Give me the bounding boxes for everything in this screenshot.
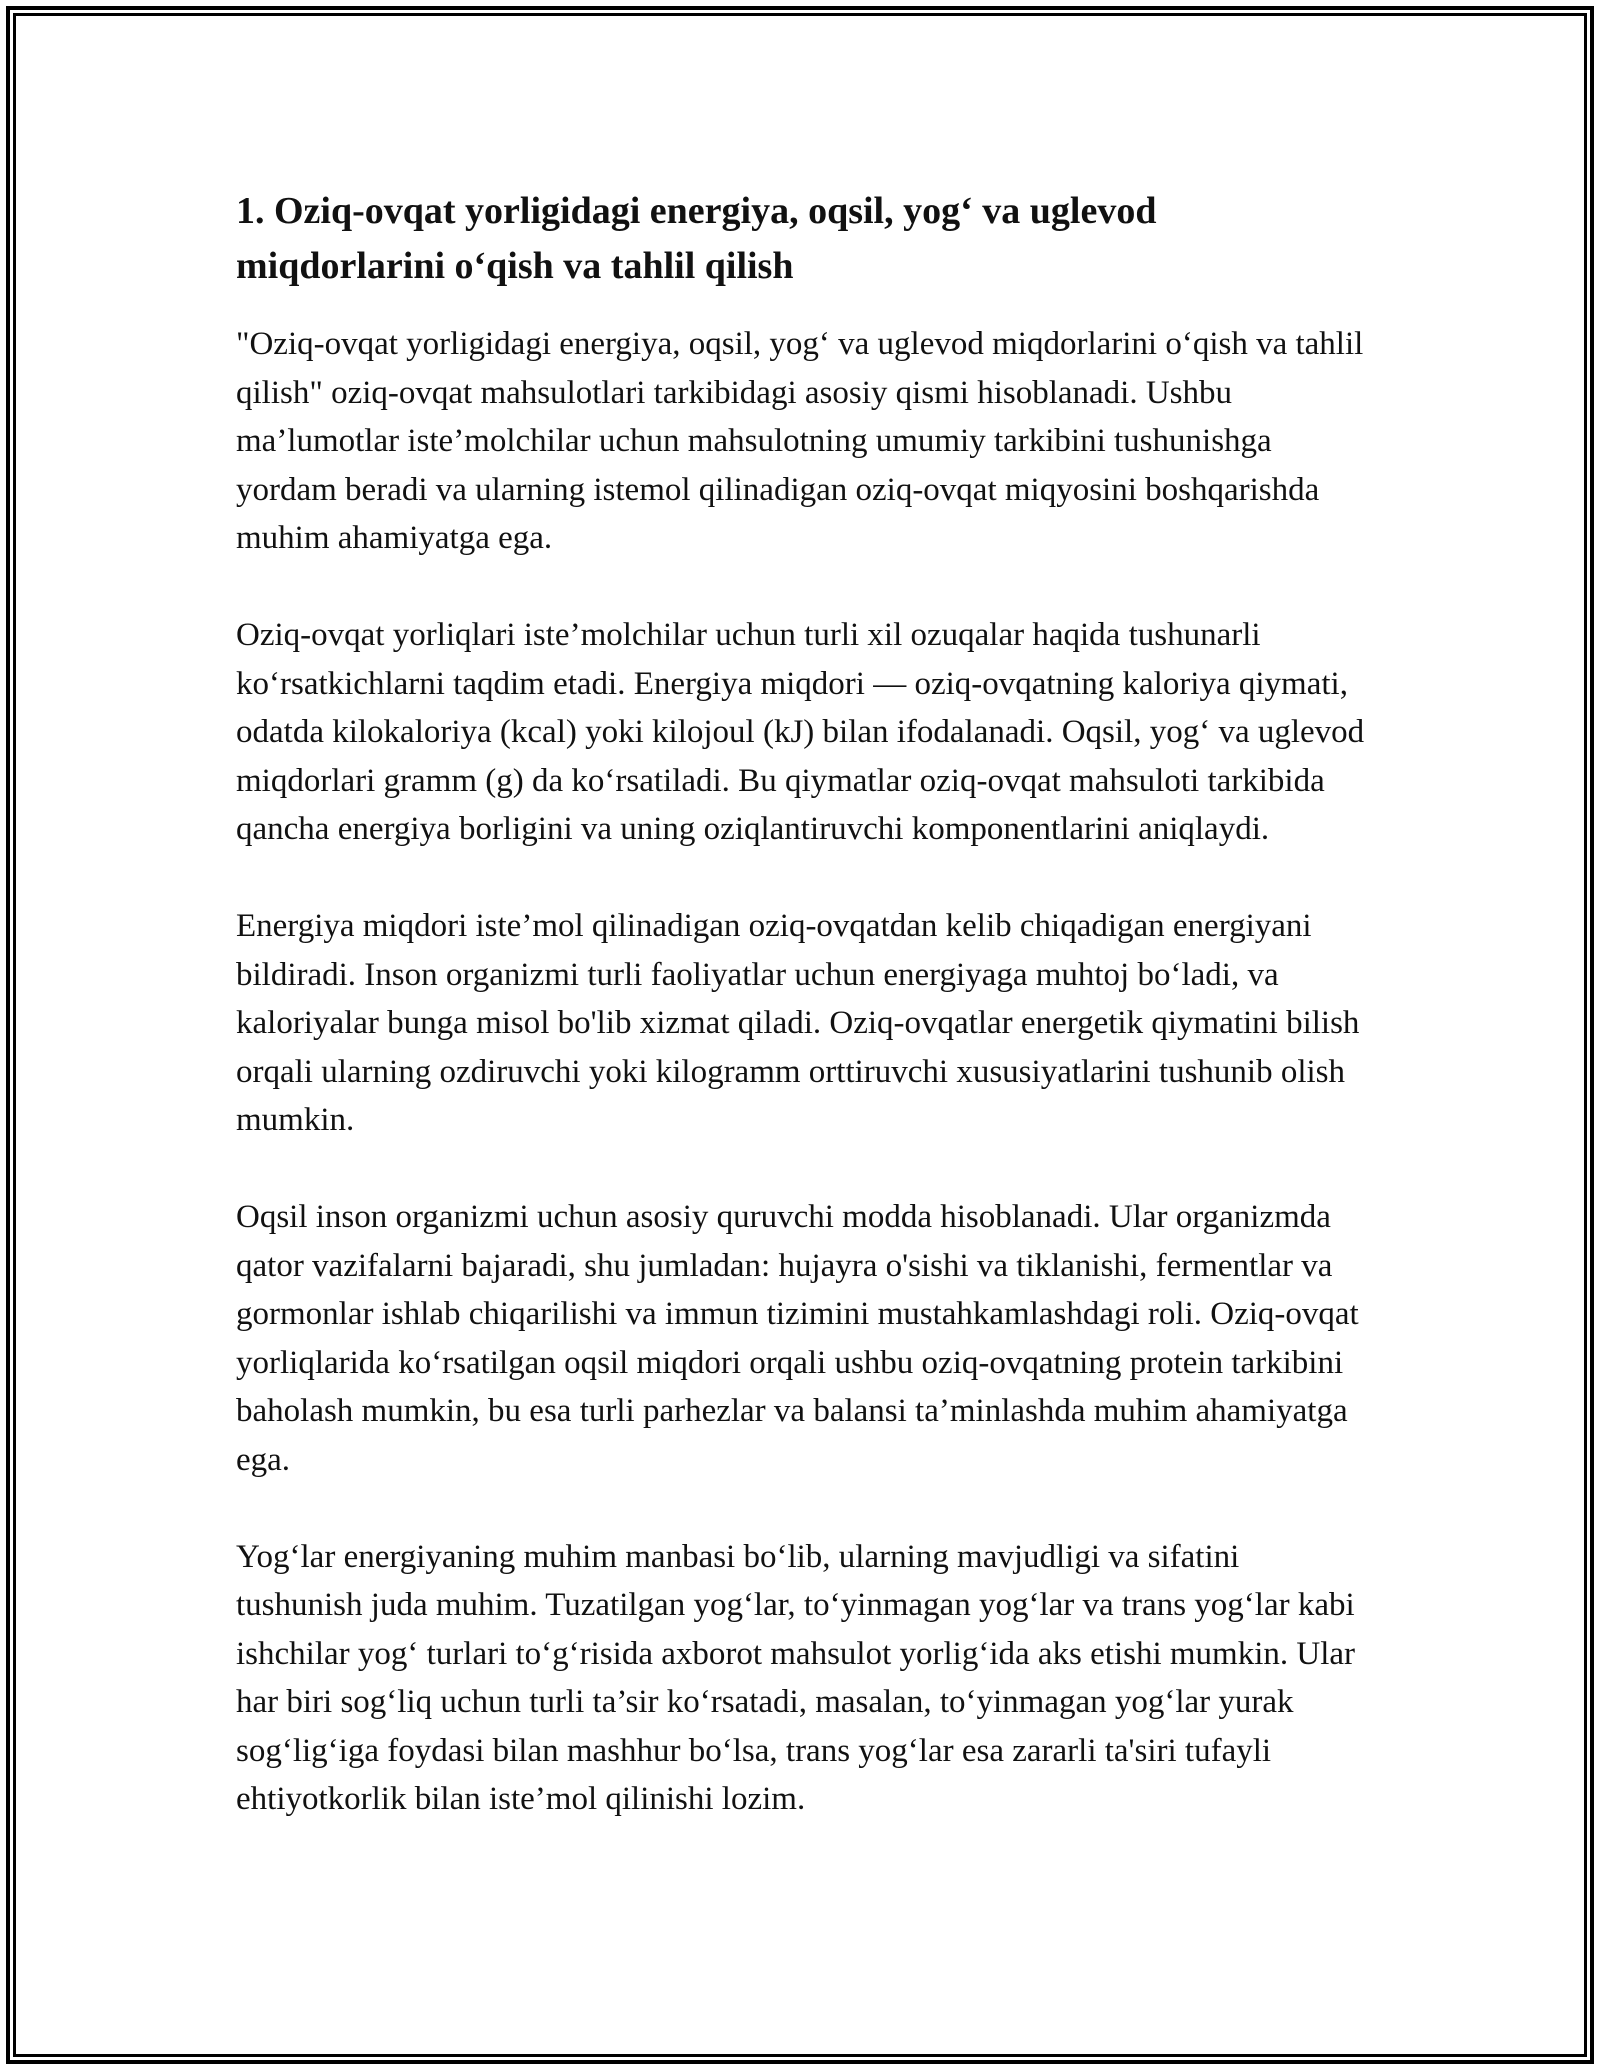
paragraph-fats: Yog‘lar energiyaning muhim manbasi bo‘lib, ularning mavjudligi va sifatini tushunish juda muhim. Tuzatilgan yog‘lar, to‘yinmagan yog‘lar va trans yog‘lar kabi ishchilar yog‘ turlari to‘g‘risida axborot mahsulot yorlig‘ida aks etishi mumkin. Ular har biri sog‘liq uchun turli ta’sir ko‘rsatadi, masalan, to‘yinmagan yog‘lar yurak sog‘lig‘iga foydasi bilan mashhur bo‘lsa, trans yog‘lar esa zararli ta'siri tufayli ehtiyotkorlik bilan iste’mol qilinishi lozim. (236, 1538, 1356, 1817)
paragraph-energy: Energiya miqdori iste’mol qilinadigan oziq-ovqatdan kelib chiqadigan energiyani bildiradi. Inson organizmi turli faoliyatlar uchun energiyaga muhtoj bo‘ladi, va kaloriyalar bunga misol bo'lib xizmat qiladi. Oziq-ovqatlar energetik qiymatini bilish orqali ularning ozdiruvchi yoki kilogramm orttiruvchi xususiyatlarini tushunib olish mumkin. (236, 908, 1360, 1138)
paragraph-intro: "Oziq-ovqat yorligidagi energiya, oqsil, yog‘ va uglevod miqdorlarini o‘qish va tahlil qilish" oziq-ovqat mahsulotlari tarkibidagi asosiy qismi hisoblanadi. Ushbu ma’lumotlar iste’molchilar uchun mahsulotning umumiy tarkibini tushunishga yordam beradi va ularning istemol qilinadigan oziq-ovqat miqyosini boshqarishda muhim ahamiyatga ega. (236, 326, 1364, 556)
paragraph-protein: Oqsil inson organizmi uchun asosiy quruvchi modda hisoblanadi. Ular organizmda qator vazifalarni bajaradi, shu jumladan: hujayra o'sishi va tiklanishi, fermentlar va gormonlar ishlab chiqarilishi va immun tizimini mustahkamlashdagi roli. Oziq-ovqat yorliqlarida ko‘rsatilgan oqsil miqdori orqali ushbu oziq-ovqatning protein tarkibini baholash mumkin, bu esa turli parhezlar va balansi ta’minlashda muhim ahamiyatga ega. (236, 1199, 1359, 1478)
section-heading: 1. Oziq-ovqat yorligidagi energiya, oqsil, yog‘ va uglevod miqdorlarini o‘qish va tahlil qilish (236, 190, 1157, 287)
paragraph-labels: Oziq-ovqat yorliqlari iste’molchilar uchun turli xil ozuqalar haqida tushunarli ko‘rsatkichlarni taqdim etadi. Energiya miqdori — oziq-ovqatning kaloriya qiymati, odatda kilokaloriya (kcal) yoki kilojoul (kJ) bilan ifodalanadi. Oqsil, yog‘ va uglevod miqdorlari gramm (g) da ko‘rsatiladi. Bu qiymatlar oziq-ovqat mahsuloti tarkibida qancha energiya borligini va uning oziqlantiruvchi komponentlarini aniqlaydi. (236, 617, 1365, 847)
document-body (236, 184, 1371, 1824)
